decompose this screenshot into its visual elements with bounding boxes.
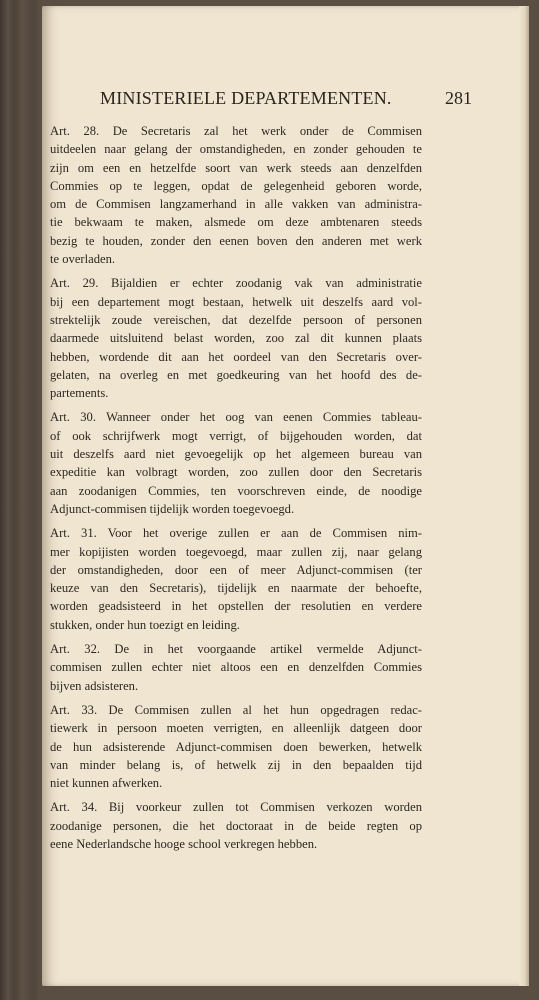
text-line: niet kunnen afwerken. bbox=[50, 776, 163, 791]
text-line: tiewerk in persoon moeten verrigten, en alleenlijk datgeen door bbox=[50, 721, 422, 736]
text-line: Art. 32. De in het voorgaande artikel vermelde Adjunct- bbox=[50, 642, 422, 657]
text-line: van minder belang is, of hetwelk zij in den bepaalden tijd bbox=[50, 757, 422, 772]
text-line: uit deszelfs aard niet gevoegelijk op het algemeen bureau van bbox=[50, 447, 422, 462]
article-paragraph bbox=[50, 274, 422, 402]
text-line: der omstandigheden, door een of meer Adjunct-commisen (ter bbox=[50, 562, 422, 577]
text-line: strektelijk zoude vereischen, dat dezelfde persoon of personen bbox=[50, 312, 422, 327]
text-line: partements. bbox=[50, 386, 109, 401]
text-line: bijven adsisteren. bbox=[50, 678, 139, 693]
text-line: Art. 34. Bij voorkeur zullen tot Commisen verkozen worden bbox=[50, 800, 422, 815]
text-line: aan zoodanigen Commies, ten voorschreven einde, de noodige bbox=[50, 483, 422, 498]
text-line: keuze van den Secretaris), tijdelijk en naarmate der behoefte, bbox=[50, 581, 422, 596]
text-line: zoodanige personen, die het doctoraat in de beide regten op bbox=[50, 818, 422, 833]
text-line: Art. 31. Voor het overige zullen er aan de Commisen nim- bbox=[50, 526, 422, 541]
text-line: om de Commisen langzamerhand in alle vakken van administra- bbox=[50, 197, 422, 212]
text-line: Art. 29. Bijaldien er echter zoodanig vak van administratie bbox=[50, 276, 422, 291]
text-line: te overladen. bbox=[50, 252, 116, 267]
text-line: bezig te houden, zonder den eenen boven den anderen met werk bbox=[50, 233, 422, 248]
body-text bbox=[50, 122, 422, 853]
text-line: worden geadsisteerd in het opstellen der resolutien en verdere bbox=[50, 599, 422, 614]
article-paragraph bbox=[50, 701, 422, 792]
text-line: Commies op te leggen, opdat de gelegenheid geboren worde, bbox=[50, 178, 422, 193]
text-line: tie bekwaam te maken, alsmede om deze ambtenaren steeds bbox=[50, 215, 422, 230]
text-line: Art. 28. De Secretaris zal het werk onder de Commisen bbox=[50, 124, 422, 138]
text-line: stukken, onder hun toezigt en leiding. bbox=[50, 617, 240, 632]
text-line: zijn om een en hetzelfde soort van werk steeds aan denzelfden bbox=[50, 160, 422, 175]
text-line: gelaten, na overleg en met goedkeuring van het hoofd des de- bbox=[50, 367, 422, 382]
text-line: eene Nederlandsche hooge school verkregen hebben. bbox=[50, 836, 318, 851]
article-paragraph bbox=[50, 524, 422, 634]
text-line: de hun adsisterende Adjunct-commisen doen bewerken, hetwelk bbox=[50, 739, 422, 754]
article-paragraph bbox=[50, 122, 422, 268]
running-title: MINISTERIELE DEPARTEMENTEN. bbox=[100, 88, 392, 108]
text-line: of ook schrijfwerk mogt verrigt, of bijgehouden worden, dat bbox=[50, 428, 422, 443]
text-line: Art. 33. De Commisen zullen al het hun opgedragen redac- bbox=[50, 702, 422, 717]
article-paragraph bbox=[50, 640, 422, 695]
article-paragraph bbox=[50, 408, 422, 518]
text-line: commisen zullen echter niet altoos een en denzelfden Commies bbox=[50, 660, 422, 675]
text-line: bij een departement mogt bestaan, hetwelk uit deszelfs aard vol- bbox=[50, 294, 422, 309]
running-head bbox=[100, 88, 472, 110]
text-line: mer kopijisten worden toegevoegd, maar zullen zij, naar gelang bbox=[50, 544, 422, 559]
text-line: uitdeelen naar gelang der omstandigheden, en zonder gehouden te bbox=[50, 142, 422, 157]
book-page bbox=[42, 6, 529, 986]
text-line: hebben, wordende dit aan het oordeel van den Secretaris over- bbox=[50, 349, 422, 364]
article-paragraph bbox=[50, 798, 422, 853]
page-edge bbox=[519, 6, 529, 986]
text-line: Art. 30. Wanneer onder het oog van eenen Commies tableau- bbox=[50, 410, 422, 425]
text-line: expeditie kan volbragt worden, zoo zullen door den Secretaris bbox=[50, 465, 422, 480]
text-line: Adjunct-commisen tijdelijk worden toegevoegd. bbox=[50, 501, 295, 516]
text-line: daarmede uitsluitend belast worden, zoo zal dit kunnen plaats bbox=[50, 331, 422, 346]
page-number: 281 bbox=[445, 88, 472, 108]
